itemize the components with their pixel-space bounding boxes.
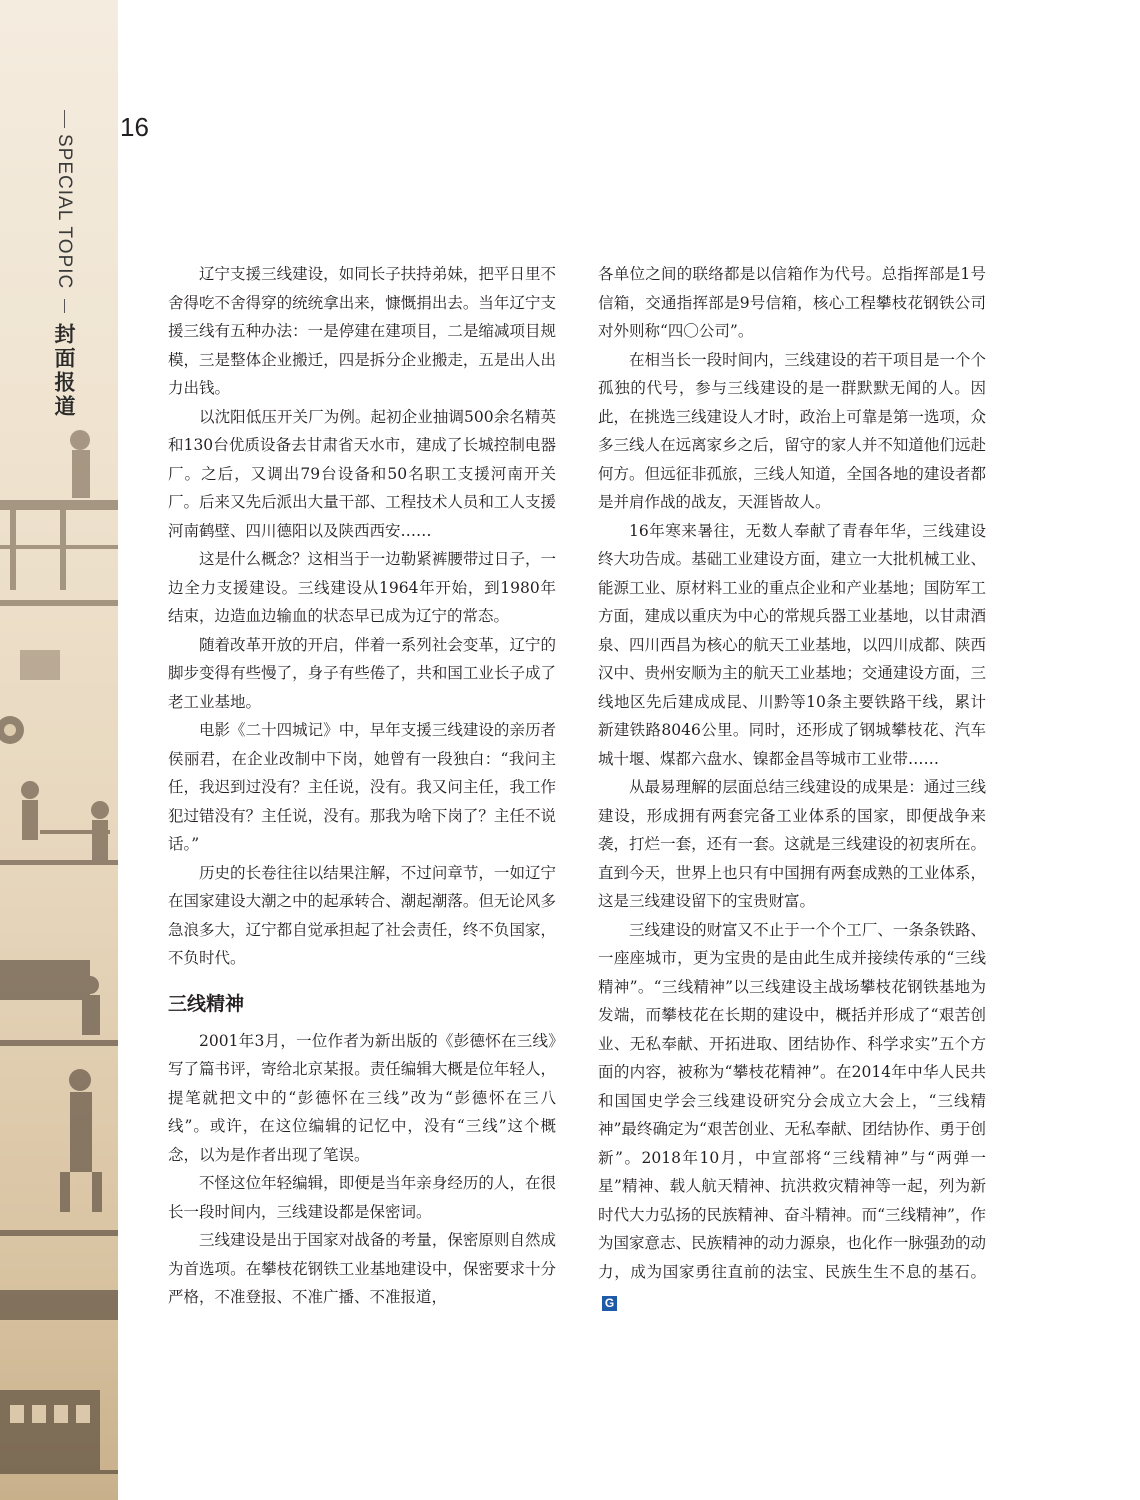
divider: [64, 110, 65, 128]
paragraph: 辽宁支援三线建设，如同长子扶持弟妹，把平日里不舍得吃不舍得穿的统统拿出来，慷慨捐出去。当年辽宁支援三线有五种办法：一是停建在建项目，二是缩减项目规模，三是整体企业搬迁，四是拆分企业搬走，五是出人出力出钱。: [168, 265, 556, 397]
paragraph: 以沈阳低压开关厂为例。起初企业抽调500余名精英和130台优质设备去甘肃省天水市，建成了长城控制电器厂。之后，又调出79台设备和50名职工支援河南开关厂。后来又先后派出大量干部、工程技术人员和工人支援河南鹤壁、四川德阳以及陕西西安……: [168, 407, 556, 540]
paragraph-final: [598, 916, 986, 1315]
paragraph: 在相当长一段时间内，三线建设的若干项目是一个个孤独的代号，参与三线建设的是一群默默无闻的人。因此，在挑选三线建设人才时，政治上可靠是第一选项，众多三线人在远离家乡之后，留守的家人并不知道他们远赴何方。但远征非孤旅，三线人知道，全国各地的建设者都是并肩作战的战友，天涯皆故人。: [598, 350, 986, 511]
section-label-english: SPECIAL TOPIC: [54, 134, 75, 290]
paragraph: 不怪这位年轻编辑，即便是当年亲身经历的人，在很长一段时间内，三线建设都是保密词。: [168, 1174, 556, 1221]
section-vertical-label: [44, 110, 84, 419]
section-heading: 三线精神: [168, 992, 245, 1015]
paragraph-continuation: 各单位之间的联络都是以信箱作为代号。总指挥部是1号信箱，交通指挥部是9号信箱，核心工程攀枝花钢铁公司对外则称“四〇公司”。: [598, 265, 986, 340]
paragraph: 电影《二十四城记》中，早年支援三线建设的亲历者侯丽君，在企业改制中下岗，她曾有一段独白：“我问主任，我迟到过没有？主任说，没有。我又问主任，我工作犯过错没有？主任说，没有。那我为啥下岗了？主任不说话。”: [168, 721, 556, 853]
page-number: 16: [120, 112, 149, 142]
article-column-right: [598, 260, 986, 1315]
paragraph-final-text: 三线建设的财富又不止于一个个工厂、一条条铁路、一座座城市，更为宝贵的是由此生成并接续传承的“三线精神”。“三线精神”以三线建设主战场攀枝花钢铁基地为发端，而攀枝花在长期的建设中，概括并形成了“艰苦创业、无私奉献、开拓进取、团结协作、科学求实”五个方面的内容，被称为“攀枝花精神”。在2014年中华人民共和国国史学会三线建设研究分会成立大会上，“三线精神”最终确定为“艰苦创业、无私奉献、团结协作、勇于创新”。2018年10月，中宣部将“三线精神”与“两弹一星”精神、载人航天精神、抗洪救灾精神等一起，列为新时代大力弘扬的民族精神、奋斗精神。而“三线精神”，作为国家意志、民族精神的动力源泉，也化作一脉强劲的动力，成为国家勇往直前的法宝、民族生生不息的基石。: [598, 920, 986, 1281]
paragraph: 随着改革开放的开启，伴着一系列社会变革，辽宁的脚步变得有些慢了，身子有些倦了，共和国工业长子成了老工业基地。: [168, 635, 556, 711]
paragraph: 2001年3月，一位作者为新出版的《彭德怀在三线》写了篇书评，寄给北京某报。责任编辑大概是位年轻人，提笔就把文中的“彭德怀在三线”改为“彭德怀在三八线”。或许，在这位编辑的记忆中，没有“三线”这个概念，以为是作者出现了笔误。: [168, 1031, 556, 1164]
paragraph: 历史的长卷往往以结果注解，不过问章节，一如辽宁在国家建设大潮之中的起承转合、潮起潮落。但无论风多急浪多大，辽宁都自觉承担起了社会责任，终不负国家，不负时代。: [168, 863, 556, 967]
paragraph: 三线建设是出于国家对战备的考量，保密原则自然成为首选项。在攀枝花钢铁工业基地建设中，保密要求十分严格，不准登报、不准广播、不准报道，: [168, 1231, 556, 1306]
paragraph: 16年寒来暑往，无数人奉献了青春年华，三线建设终大功告成。基础工业建设方面，建立一大批机械工业、能源工业、原材料工业的重点企业和产业基地；国防军工方面，建成以重庆为中心的常规兵器工业基地，以甘肃酒泉、四川西昌为核心的航天工业基地，以四川成都、陕西汉中、贵州安顺为主的航天工业基地；交通建设方面，三线地区先后建成成昆、川黔等10条主要铁路干线，累计新建铁路8046公里。同时，还形成了钢城攀枝花、汽车城十堰、煤都六盘水、镍都金昌等城市工业带……: [598, 521, 986, 768]
divider: [64, 299, 65, 313]
paragraph: 这是什么概念？这相当于一边勒紧裤腰带过日子，一边全力支援建设。三线建设从1964年开始，到1980年结束，边造血边输血的状态早已成为辽宁的常态。: [168, 550, 556, 625]
paragraph: 从最易理解的层面总结三线建设的成果是：通过三线建设，形成拥有两套完备工业体系的国家，即便战争来袭，打烂一套，还有一套。这就是三线建设的初衷所在。直到今天，世界上也只有中国拥有两套成熟的工业体系，这是三线建设留下的宝贵财富。: [598, 778, 986, 910]
article-column-left: [168, 260, 556, 1312]
end-of-article-icon: G: [602, 1296, 617, 1311]
section-label-chinese: 封面报道: [52, 323, 76, 420]
